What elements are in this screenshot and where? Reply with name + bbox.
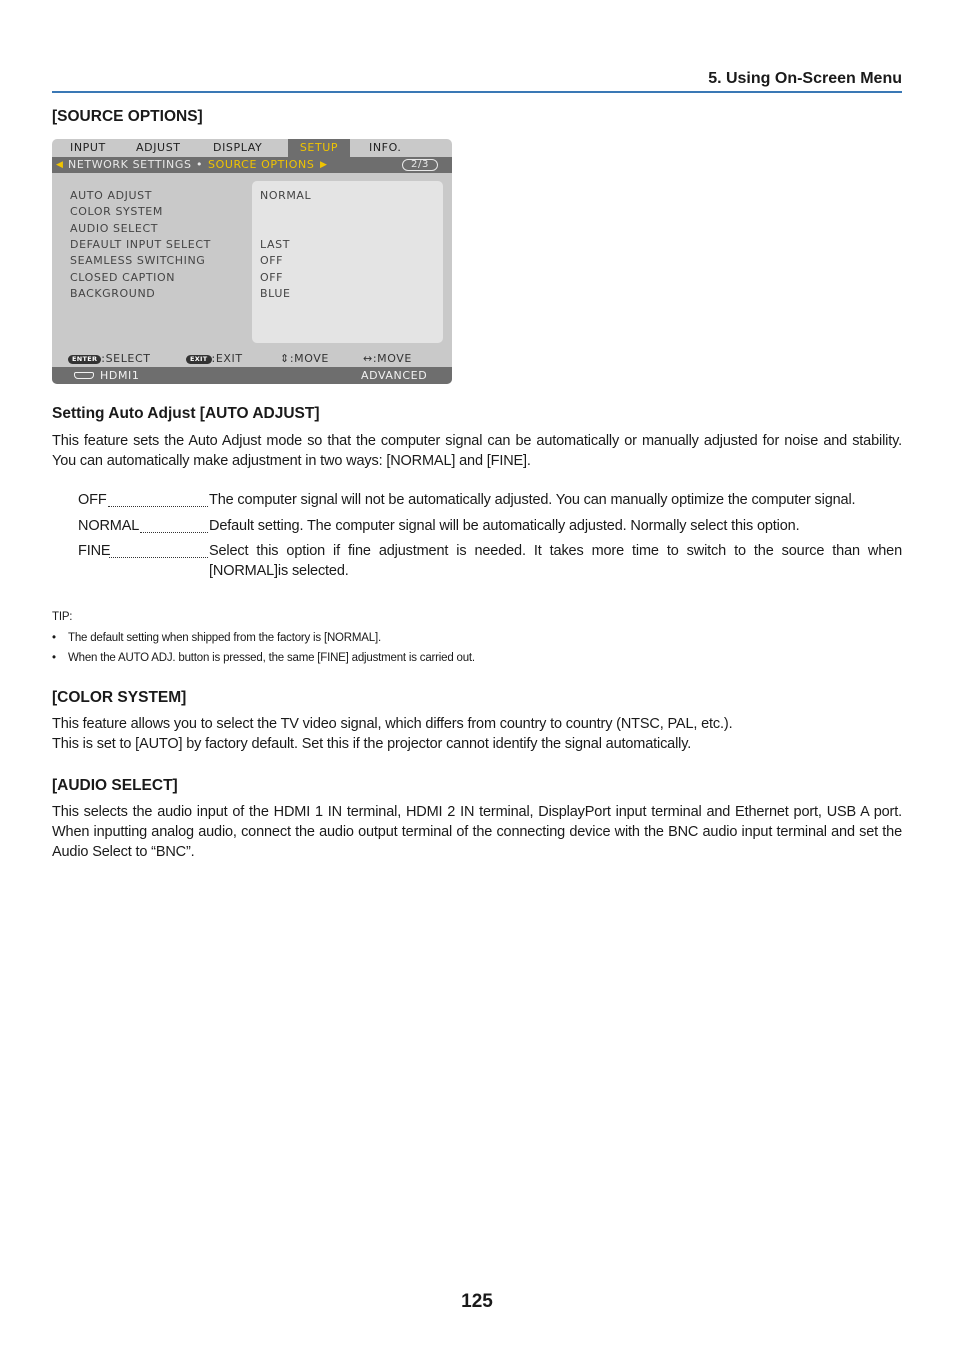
right-arrow-icon: ▶ bbox=[320, 160, 328, 170]
osd-page-indicator: 2/3 bbox=[402, 159, 438, 171]
osd-tab-bar bbox=[52, 139, 452, 157]
color-system-line-1: This feature allows you to select the TV video signal, which differs from country to country (NTSC, PAL, etc.). bbox=[52, 716, 733, 732]
osd-guide-select-label: :SELECT bbox=[101, 352, 151, 365]
option-description: The computer signal will not be automatically adjusted. You can manually optimize the computer signal. bbox=[209, 492, 856, 508]
osd-guide-exit bbox=[186, 351, 243, 367]
osd-tab-info: INFO. bbox=[369, 141, 402, 154]
tip-text: When the AUTO ADJ. button is pressed, the same [FINE] adjustment is carried out. bbox=[68, 652, 475, 664]
osd-item-label: AUDIO SELECT bbox=[70, 222, 159, 235]
option-term: NORMAL bbox=[78, 518, 140, 534]
bullet-icon: • bbox=[52, 632, 56, 644]
tip-text: The default setting when shipped from the factory is [NORMAL]. bbox=[68, 632, 381, 644]
osd-item-value: OFF bbox=[260, 254, 284, 267]
osd-subtab-bar bbox=[52, 157, 452, 173]
osd-item-label: SEAMLESS SWITCHING bbox=[70, 254, 206, 267]
page-number: 125 bbox=[461, 1291, 493, 1312]
osd-guide-exit-label: :EXIT bbox=[211, 352, 243, 365]
osd-menu-mode: ADVANCED bbox=[361, 369, 428, 382]
osd-item-value: LAST bbox=[260, 238, 291, 251]
source-options-heading: [SOURCE OPTIONS] bbox=[52, 108, 203, 125]
leader-dots bbox=[140, 529, 208, 533]
osd-tab-setup: SETUP bbox=[288, 139, 350, 157]
color-system-heading: [COLOR SYSTEM] bbox=[52, 689, 187, 706]
exit-key-icon: EXIT bbox=[186, 355, 212, 364]
bullet-icon: • bbox=[52, 652, 56, 664]
option-description: Default setting. The computer signal will be automatically adjusted. Normally select this option. bbox=[209, 518, 800, 534]
chapter-header: 5. Using On-Screen Menu bbox=[52, 70, 902, 93]
osd-item-value: BLUE bbox=[260, 287, 291, 300]
osd-tab-adjust: ADJUST bbox=[136, 141, 181, 154]
hdmi-port-icon bbox=[74, 372, 94, 379]
osd-status-bar bbox=[52, 367, 452, 384]
auto-adjust-intro: This feature sets the Auto Adjust mode so that the computer signal can be automatically or manually adjusted for noise and stability. You can automatically make adjustment in two ways: [NORMAL] and [FINE]. bbox=[52, 433, 902, 469]
osd-item-label: CLOSED CAPTION bbox=[70, 271, 176, 284]
osd-item-label: AUTO ADJUST bbox=[70, 189, 153, 202]
osd-tab-input: INPUT bbox=[70, 141, 106, 154]
option-description: Select this option if fine adjustment is needed. It takes more time to switch to the source than when [NORMAL]is selected. bbox=[209, 543, 902, 579]
osd-subtab-separator: • bbox=[196, 158, 204, 171]
left-arrow-icon: ◀ bbox=[56, 160, 64, 170]
osd-item-label: COLOR SYSTEM bbox=[70, 205, 163, 218]
osd-current-source: HDMI1 bbox=[100, 369, 140, 382]
color-system-line-2: This is set to [AUTO] by factory default. Set this if the projector cannot identify the signal automatically. bbox=[52, 736, 692, 752]
leader-dots bbox=[109, 554, 208, 558]
osd-menu-screenshot bbox=[52, 139, 452, 384]
osd-subtab-network: NETWORK SETTINGS bbox=[68, 158, 192, 171]
osd-item-label: DEFAULT INPUT SELECT bbox=[70, 238, 211, 251]
osd-item-value: OFF bbox=[260, 271, 284, 284]
osd-key-guide bbox=[52, 351, 452, 367]
osd-tab-display: DISPLAY bbox=[213, 141, 263, 154]
osd-guide-move-vertical: ⇕:MOVE bbox=[280, 352, 329, 365]
option-term: FINE bbox=[78, 543, 111, 559]
osd-item-value: NORMAL bbox=[260, 189, 312, 202]
leader-dots bbox=[108, 503, 208, 507]
auto-adjust-heading: Setting Auto Adjust [AUTO ADJUST] bbox=[52, 405, 320, 422]
audio-select-heading: [AUDIO SELECT] bbox=[52, 777, 178, 794]
osd-guide-move-horizontal: ↔:MOVE bbox=[363, 352, 412, 365]
osd-item-label: BACKGROUND bbox=[70, 287, 156, 300]
audio-select-body: This selects the audio input of the HDMI 1 IN terminal, HDMI 2 IN terminal, DisplayPort input terminal and Ethernet port, USB A port. When inputting analog audio, connect the audio output terminal of the connecting device with the BNC audio input terminal and set the Audio Select to “BNC”. bbox=[52, 804, 902, 860]
osd-guide-select bbox=[68, 351, 151, 367]
tip-label: TIP: bbox=[52, 611, 73, 623]
osd-values-panel bbox=[252, 181, 443, 343]
option-term: OFF bbox=[78, 492, 107, 508]
enter-key-icon: ENTER bbox=[68, 355, 101, 364]
osd-subtab-source-options: SOURCE OPTIONS bbox=[208, 158, 315, 171]
